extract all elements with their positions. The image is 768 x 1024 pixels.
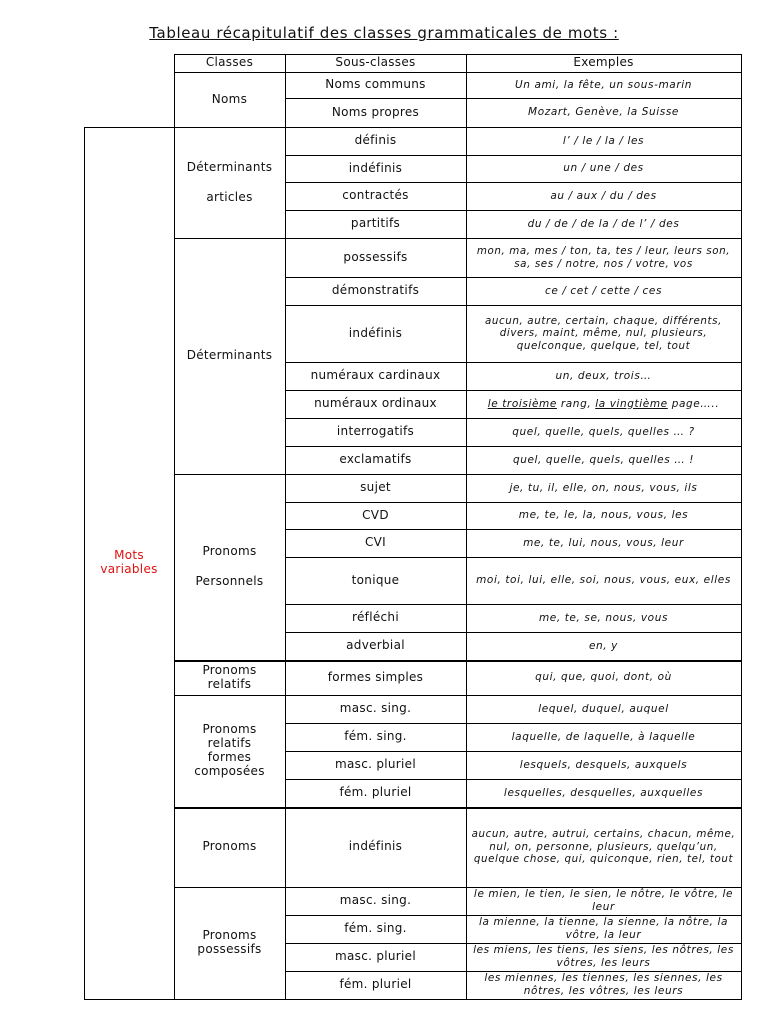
group-label-line: Pronoms <box>202 544 257 559</box>
example-cell: ce / cet / cette / ces <box>544 284 663 297</box>
example-cell: me, te, le, la, nous, vous, les <box>518 509 689 522</box>
group-pronoms-relatifs: Pronoms relatifs <box>202 662 257 691</box>
example-cell: qui, que, quoi, dont, où <box>535 671 672 684</box>
example-cell: les miennes, les tiennes, les siennes, les nôtres, les vôtres, les leurs <box>484 972 723 997</box>
subclass-cell: masc. sing. <box>339 893 412 908</box>
subclass-cell: CVI <box>364 535 387 550</box>
group-determinants: Déterminants <box>186 348 273 363</box>
example-cell: je, tu, il, elle, on, nous, vous, ils <box>509 481 698 494</box>
example-cell: l’ / le / la / les <box>562 134 645 147</box>
subclass-cell: adverbial <box>346 638 405 653</box>
header-examples: Exemples <box>573 55 634 70</box>
subclass-cell: fém. sing. <box>344 729 407 744</box>
subclass-cell: réfléchi <box>352 610 399 625</box>
example-fragment: rang, <box>556 397 596 410</box>
example-cell: mon, ma, mes / ton, ta, tes / leur, leurs son, sa, ses / notre, nos / votre, vos <box>476 244 731 270</box>
group-pronoms-personnels <box>174 474 285 660</box>
example-cell: aucun, autre, certain, chaque, différents, divers, maint, même, nul, plusieurs, quelconque, quelque, tel, tout <box>485 314 722 352</box>
subclass-cell: partitifs <box>350 216 401 231</box>
subclass-cell: indéfinis <box>348 839 403 854</box>
example-cell: les miens, les tiens, les siens, les nôtres, les vôtres, les leurs <box>473 944 734 969</box>
example-cell: me, te, se, nous, vous <box>538 611 669 624</box>
subclass-cell: contractés <box>342 188 409 203</box>
class-mots-variables: Mots variables <box>100 548 158 576</box>
subclass-cell: Noms propres <box>331 104 420 119</box>
example-cell: la mienne, la tienne, la sienne, la nôtre, la vôtre, la leur <box>478 916 729 941</box>
example-cell: Un ami, la fête, un sous-marin <box>514 78 693 91</box>
group-pronoms-relatifs-composes: Pronoms relatifs formes composées <box>194 722 265 778</box>
group-determinants-articles <box>174 127 285 238</box>
subclass-cell: masc. sing. <box>339 701 412 716</box>
example-text <box>488 398 720 411</box>
example-cell: moi, toi, lui, elle, soi, nous, vous, eux, elles <box>476 574 731 587</box>
subclass-cell: numéraux ordinaux <box>314 396 437 411</box>
subclass-cell: formes simples <box>327 669 424 684</box>
subclass-cell: CVD <box>362 507 389 522</box>
example-cell: me, te, lui, nous, vous, leur <box>523 536 684 549</box>
header-classes: Classes <box>205 55 254 70</box>
subclass-cell: numéraux cardinaux <box>310 368 441 383</box>
example-cell: lesquels, desquels, auxquels <box>519 758 688 771</box>
row-rule <box>84 999 742 1000</box>
subclass-cell: indéfinis <box>348 160 403 175</box>
subclass-cell: exclamatifs <box>339 452 412 467</box>
subclass-cell: tonique <box>351 572 400 587</box>
group-noms: Noms <box>211 91 248 106</box>
group-pronoms: Pronoms <box>202 839 257 854</box>
example-cell: aucun, autre, autrui, certains, chacun, même, nul, on, personne, plusieurs, quelqu’un, quelque chose, qui, quiconque, rien, tel, tout <box>471 828 736 866</box>
example-cell <box>466 390 741 418</box>
subclass-cell: interrogatifs <box>336 424 415 439</box>
example-cell: Mozart, Genève, la Suisse <box>528 106 679 119</box>
example-cell: le mien, le tien, le sien, le nôtre, le vôtre, le leur <box>473 888 734 913</box>
subclass-cell: Noms communs <box>325 77 426 92</box>
border-right <box>741 54 742 999</box>
group-label-line: Déterminants <box>186 159 273 174</box>
example-cell: lesquelles, desquelles, auxquelles <box>503 786 704 799</box>
subclass-cell: masc. pluriel <box>335 949 416 964</box>
subclass-cell: fém. pluriel <box>339 785 412 800</box>
subclass-cell: définis <box>354 133 397 148</box>
group-label-line: Personnels <box>195 574 264 588</box>
example-cell: en, y <box>588 639 618 652</box>
subclass-cell: possessifs <box>343 249 408 264</box>
example-cell: un, deux, trois… <box>555 369 652 382</box>
subclass-cell: indéfinis <box>348 325 403 340</box>
example-cell: du / de / de la / de l’ / des <box>527 217 680 230</box>
example-cell: lequel, duquel, auquel <box>538 702 669 715</box>
subclass-cell: fém. sing. <box>344 921 407 936</box>
example-cell: un / une / des <box>563 162 644 175</box>
subclass-cell: fém. pluriel <box>339 977 412 992</box>
example-cell: au / aux / du / des <box>550 189 657 202</box>
subclass-cell: sujet <box>360 480 391 495</box>
group-pronoms-possessifs: Pronoms possessifs <box>197 928 262 956</box>
page-title: Tableau récapitulatif des classes grammaticales de mots : <box>149 24 619 42</box>
example-cell: quel, quelle, quels, quelles … ? <box>512 425 695 438</box>
example-fragment: la vingtième <box>595 397 668 410</box>
example-fragment: le troisième <box>487 397 557 410</box>
example-cell: quel, quelle, quels, quelles … ! <box>512 453 695 466</box>
example-cell: laquelle, de laquelle, à laquelle <box>511 730 696 743</box>
example-fragment: page….. <box>667 397 720 410</box>
header-subclasses: Sous-classes <box>335 55 416 70</box>
group-label-line: articles <box>206 189 253 204</box>
subclass-cell: masc. pluriel <box>335 757 416 772</box>
subclass-cell: démonstratifs <box>331 283 420 298</box>
